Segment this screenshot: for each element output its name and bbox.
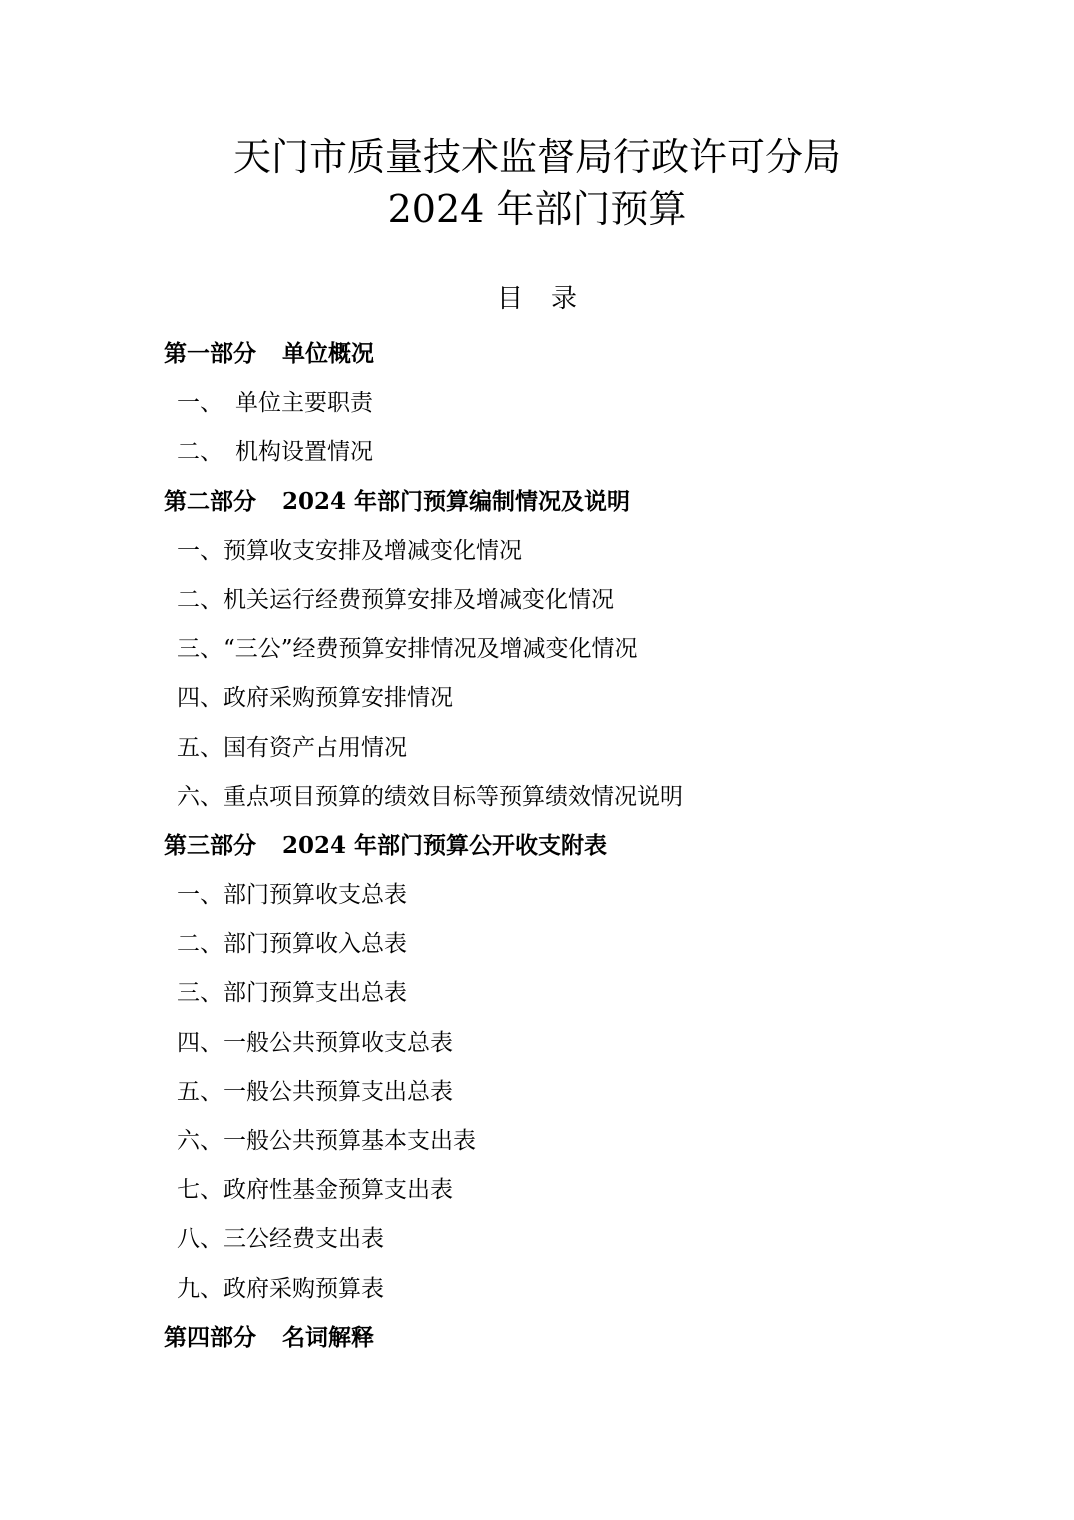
table-of-contents xyxy=(164,336,984,1369)
toc-item-title: “三公”经费预算安排情况及增减变化情况 xyxy=(223,636,638,663)
toc-item xyxy=(164,1123,984,1172)
toc-item-ordinal: 一、 xyxy=(177,537,223,564)
toc-item-ordinal: 一、 xyxy=(177,390,223,417)
toc-item xyxy=(164,1271,984,1320)
toc-item xyxy=(164,680,984,729)
toc-item-ordinal: 七、 xyxy=(177,1177,223,1204)
toc-part-number: 第四部分 xyxy=(164,1323,256,1351)
toc-item xyxy=(164,877,984,926)
toc-item-title: 政府采购预算安排情况 xyxy=(223,685,453,712)
document-title-line1: 天门市质量技术监督局行政许可分局 xyxy=(232,135,841,179)
toc-item-ordinal: 四、 xyxy=(177,1029,223,1056)
toc-item xyxy=(164,926,984,975)
toc-item-ordinal: 二、 xyxy=(177,586,223,613)
toc-item-ordinal: 六、 xyxy=(177,1128,223,1154)
toc-item-ordinal: 八、 xyxy=(177,1226,223,1253)
document-title-line2: 2024 年部门预算 xyxy=(387,187,687,231)
toc-item-title: 一般公共预算基本支出表 xyxy=(223,1128,476,1154)
toc-item xyxy=(164,434,984,483)
toc-item-title: 预算收支安排及增减变化情况 xyxy=(223,537,522,564)
toc-part-title: 单位概况 xyxy=(282,340,374,367)
toc-item xyxy=(164,779,984,828)
toc-item-title: 机关运行经费预算安排及增减变化情况 xyxy=(223,586,614,613)
toc-item-title: 机构设置情况 xyxy=(235,439,373,466)
toc-item xyxy=(164,385,984,434)
toc-part-number: 第二部分 xyxy=(164,487,256,515)
toc-item-title: 部门预算支出总表 xyxy=(223,980,407,1007)
toc-item-title: 政府性基金预算支出表 xyxy=(223,1177,453,1204)
toc-item-title: 部门预算收入总表 xyxy=(223,931,407,958)
toc-item-title: 政府采购预算表 xyxy=(223,1275,384,1302)
toc-item xyxy=(164,582,984,631)
toc-item-title: 国有资产占用情况 xyxy=(223,734,407,761)
toc-item xyxy=(164,1221,984,1270)
toc-item xyxy=(164,1025,984,1074)
toc-heading-right: 录 xyxy=(551,284,578,314)
toc-item-ordinal: 五、 xyxy=(177,1078,223,1105)
toc-part-heading xyxy=(164,484,984,533)
toc-item-title: 重点项目预算的绩效目标等预算绩效情况说明 xyxy=(223,783,683,810)
toc-item-ordinal: 四、 xyxy=(177,685,223,712)
toc-item-title: 部门预算收支总表 xyxy=(223,882,407,909)
toc-item-title: 单位主要职责 xyxy=(235,390,373,417)
toc-item xyxy=(164,975,984,1024)
toc-item-ordinal: 五、 xyxy=(177,734,223,761)
toc-item-title: 三公经费支出表 xyxy=(223,1226,384,1253)
toc-item-title: 一般公共预算支出总表 xyxy=(223,1078,453,1105)
toc-part-heading xyxy=(164,828,984,877)
toc-part-heading xyxy=(164,1320,984,1369)
toc-part-number: 第三部分 xyxy=(164,831,256,859)
toc-item-ordinal: 六、 xyxy=(177,783,223,810)
toc-item-ordinal: 三、 xyxy=(177,636,223,663)
toc-item xyxy=(164,1172,984,1221)
toc-heading xyxy=(0,282,1074,316)
toc-item xyxy=(164,631,984,680)
toc-part-title: 名词解释 xyxy=(282,1323,374,1351)
toc-part-title: 2024 年部门预算公开收支附表 xyxy=(282,831,608,859)
toc-item-ordinal: 一、 xyxy=(177,882,223,909)
toc-item-ordinal: 三、 xyxy=(177,980,223,1007)
toc-item-ordinal: 二、 xyxy=(177,931,223,958)
toc-item xyxy=(164,730,984,779)
toc-part-heading xyxy=(164,336,984,385)
toc-item-ordinal: 九、 xyxy=(177,1275,223,1302)
toc-part-number: 第一部分 xyxy=(164,340,256,367)
toc-part-title: 2024 年部门预算编制情况及说明 xyxy=(282,487,631,515)
toc-item-title: 一般公共预算收支总表 xyxy=(223,1029,453,1056)
toc-item-ordinal: 二、 xyxy=(177,439,223,466)
toc-item xyxy=(164,533,984,582)
toc-item xyxy=(164,1074,984,1123)
toc-heading-left: 目 xyxy=(496,284,523,314)
